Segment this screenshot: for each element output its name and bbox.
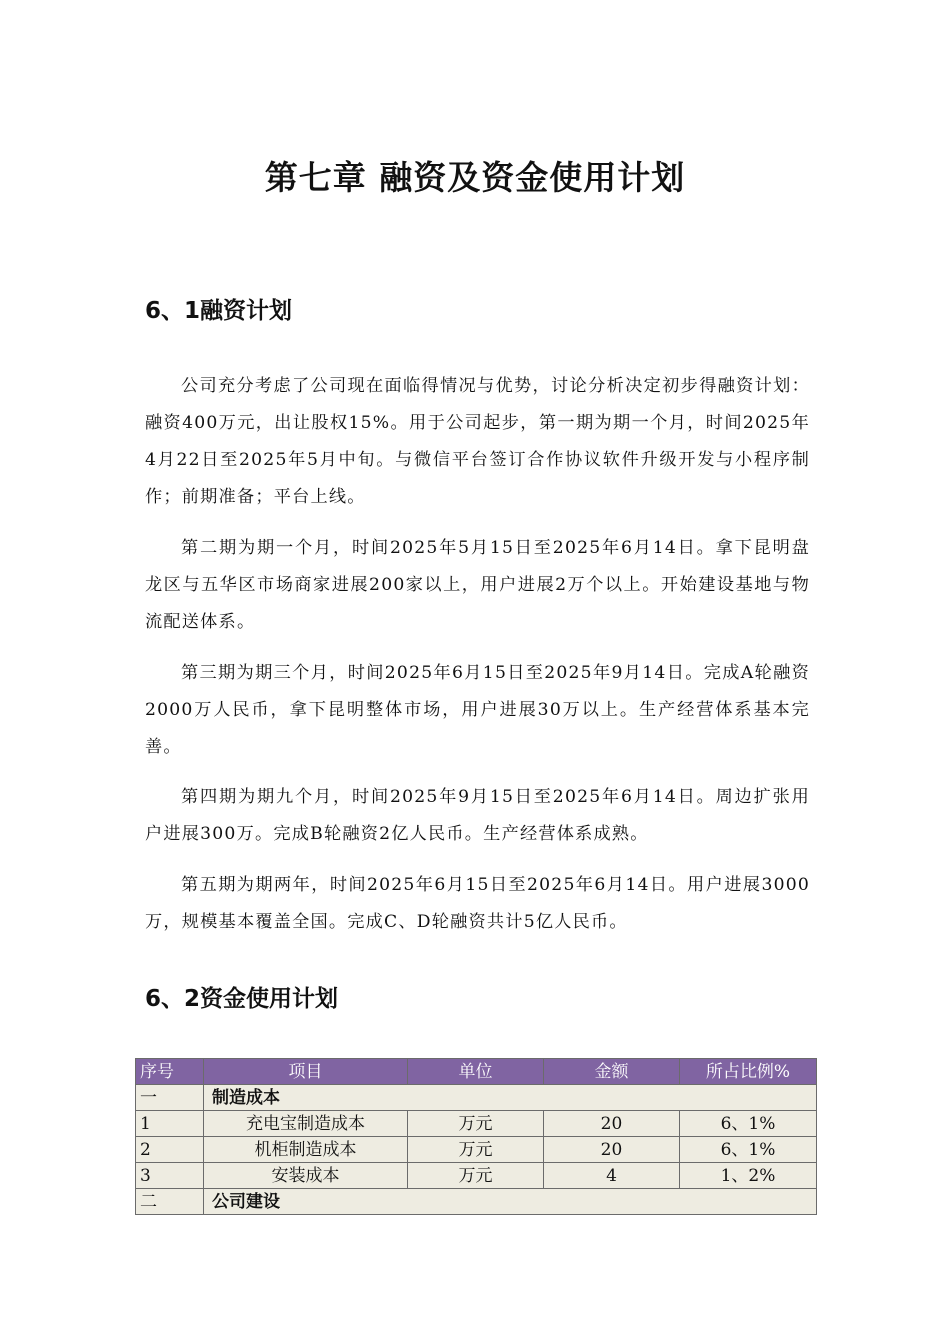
chapter-title: 第七章 融资及资金使用计划 — [264, 158, 686, 197]
table-row — [136, 1137, 817, 1163]
header-amount: 金额 — [544, 1059, 680, 1085]
paragraph-phase-five: 第五期为期两年，时间2025年6月15日至2025年6月14日。用户进展3000万，规模基本覆盖全国。完成C、D轮融资共计5亿人民币。 — [145, 875, 810, 932]
row-ratio: 1、2% — [680, 1163, 817, 1189]
category-number: 一 — [136, 1085, 204, 1111]
header-unit: 单位 — [408, 1059, 544, 1085]
table-header-row — [136, 1059, 817, 1085]
category-row — [136, 1085, 817, 1111]
paragraph-phase-four: 第四期为期九个月，时间2025年9月15日至2025年6月14日。周边扩张用户进展300万。完成B轮融资2亿人民币。生产经营体系成熟。 — [145, 787, 810, 844]
header-ratio: 所占比例% — [680, 1059, 817, 1085]
category-name: 公司建设 — [204, 1189, 817, 1215]
category-number: 二 — [136, 1189, 204, 1215]
row-number: 1 — [136, 1111, 204, 1137]
header-serial: 序号 — [136, 1059, 204, 1085]
row-amount: 20 — [544, 1111, 680, 1137]
paragraph-phase-two: 第二期为期一个月，时间2025年5月15日至2025年6月14日。拿下昆明盘龙区与五华区市场商家进展200家以上，用户进展2万个以上。开始建设基地与物流配送体系。 — [145, 538, 810, 632]
row-item: 机柜制造成本 — [204, 1137, 408, 1163]
section-heading-fund-usage: 6、2资金使用计划 — [145, 986, 339, 1012]
row-unit: 万元 — [408, 1137, 544, 1163]
row-number: 3 — [136, 1163, 204, 1189]
category-name: 制造成本 — [204, 1085, 817, 1111]
fund-usage-table — [135, 1058, 817, 1215]
row-ratio: 6、1% — [680, 1111, 817, 1137]
row-item: 安装成本 — [204, 1163, 408, 1189]
row-item: 充电宝制造成本 — [204, 1111, 408, 1137]
table-row — [136, 1111, 817, 1137]
row-unit: 万元 — [408, 1163, 544, 1189]
row-amount: 20 — [544, 1137, 680, 1163]
row-amount: 4 — [544, 1163, 680, 1189]
row-number: 2 — [136, 1137, 204, 1163]
table-row — [136, 1163, 817, 1189]
paragraph-financing-overview: 公司充分考虑了公司现在面临得情况与优势，讨论分析决定初步得融资计划：融资400万元，出让股权15%。用于公司起步，第一期为期一个月，时间2025年4月22日至2025年5月中旬。与微信平台签订合作协议软件升级开发与小程序制作；前期准备；平台上线。 — [145, 376, 810, 507]
category-row — [136, 1189, 817, 1215]
header-item: 项目 — [204, 1059, 408, 1085]
row-ratio: 6、1% — [680, 1137, 817, 1163]
paragraph-phase-three: 第三期为期三个月，时间2025年6月15日至2025年9月14日。完成A轮融资2000万人民币，拿下昆明整体市场，用户进展30万以上。生产经营体系基本完善。 — [145, 663, 810, 757]
row-unit: 万元 — [408, 1111, 544, 1137]
section-heading-financing-plan: 6、1融资计划 — [145, 298, 293, 324]
